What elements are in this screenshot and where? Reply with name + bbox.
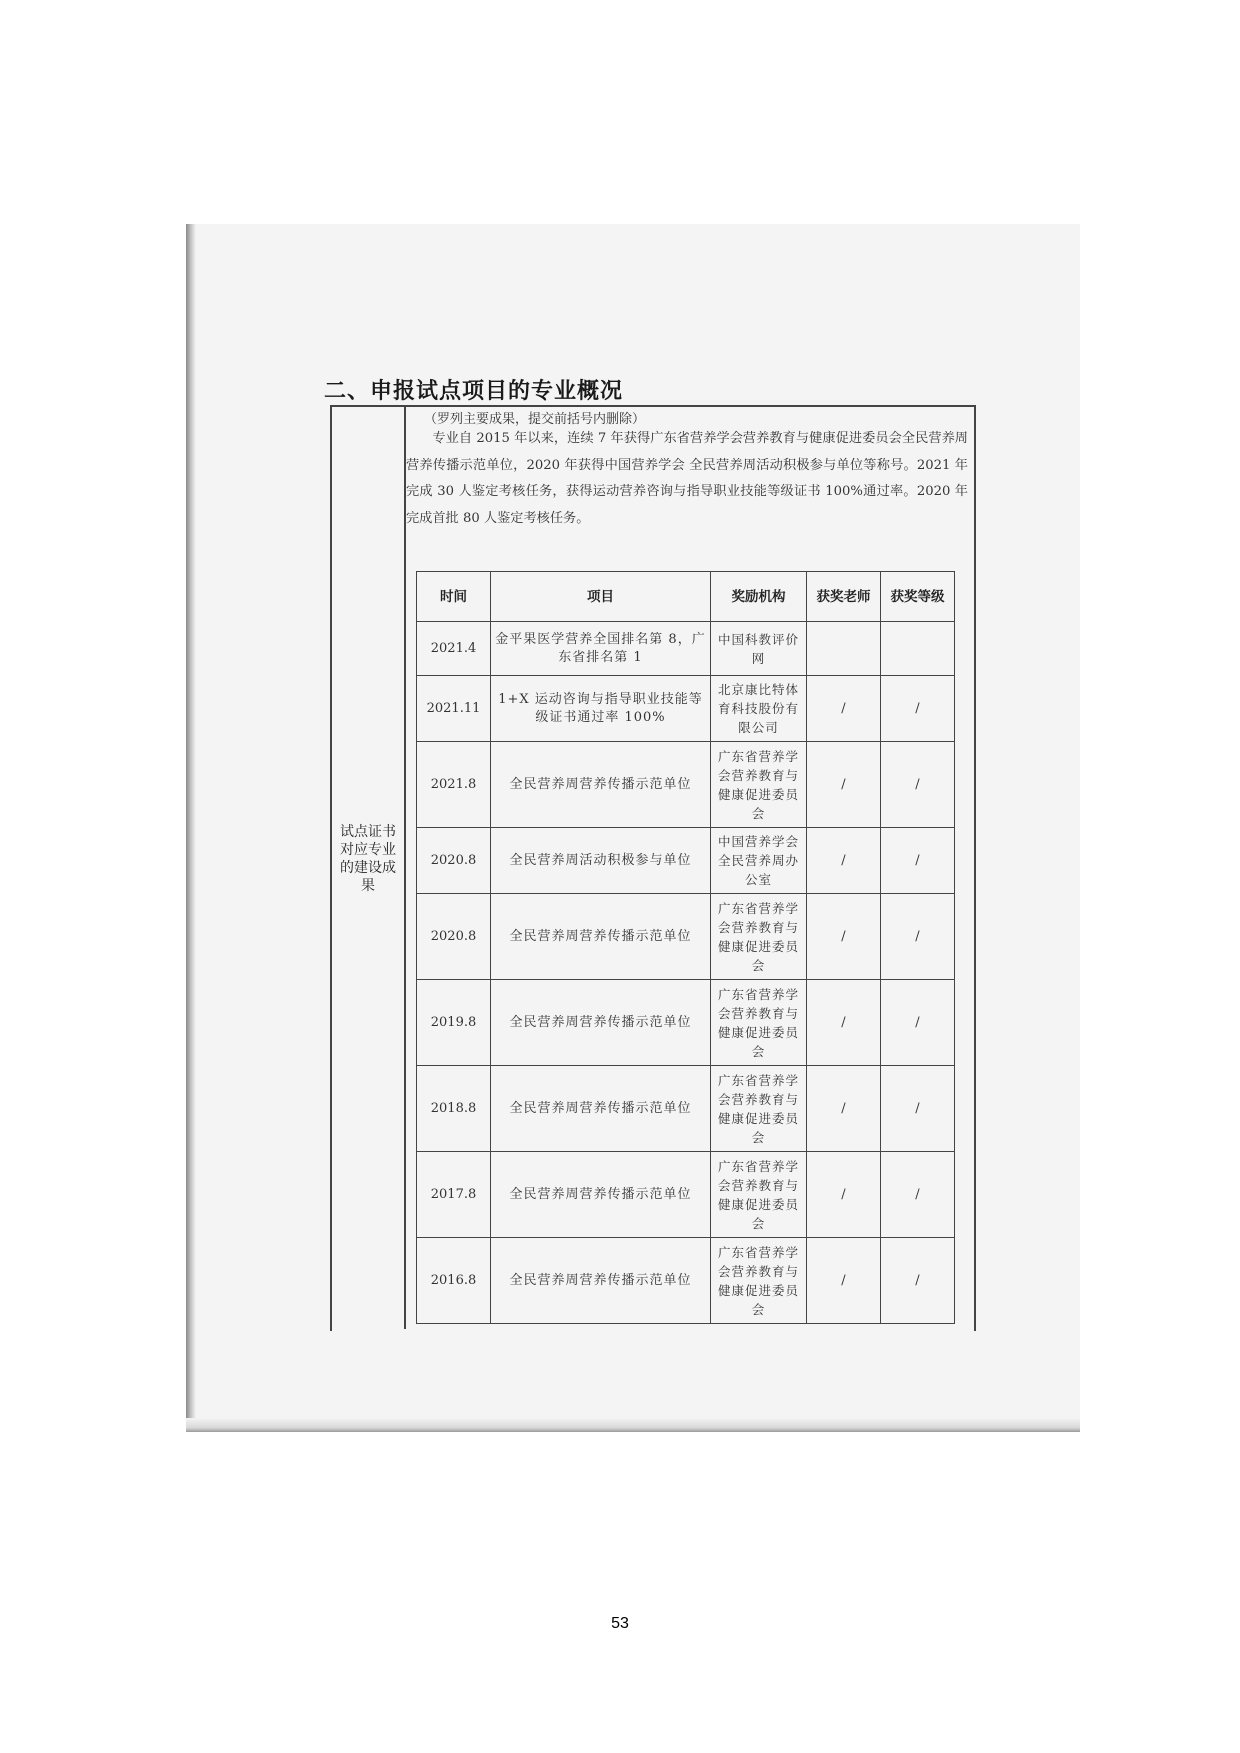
cell-level: / bbox=[881, 828, 955, 894]
table-row bbox=[417, 980, 955, 1066]
cell-project: 全民营养周活动积极参与单位 bbox=[491, 828, 711, 894]
intro-paragraph bbox=[406, 426, 968, 532]
cell-time: 2021.4 bbox=[417, 622, 491, 676]
cell-time: 2020.8 bbox=[417, 828, 491, 894]
cell-project: 金平果医学营养全国排名第 8，广东省排名第 1 bbox=[491, 622, 711, 676]
cell-level: / bbox=[881, 980, 955, 1066]
table-header-row bbox=[417, 572, 955, 622]
scan-shadow-bottom bbox=[186, 1418, 1080, 1432]
cell-org: 广东省营养学会营养教育与健康促进委员会 bbox=[711, 742, 807, 828]
page-number: 53 bbox=[611, 1615, 629, 1632]
cell-teacher: / bbox=[807, 1152, 881, 1238]
cell-teacher: / bbox=[807, 980, 881, 1066]
cell-project: 全民营养周营养传播示范单位 bbox=[491, 980, 711, 1066]
table-row bbox=[417, 828, 955, 894]
cell-time: 2016.8 bbox=[417, 1238, 491, 1324]
header-project: 项目 bbox=[491, 572, 711, 622]
cell-time: 2018.8 bbox=[417, 1066, 491, 1152]
header-teacher: 获奖老师 bbox=[807, 572, 881, 622]
table-row bbox=[417, 676, 955, 742]
cell-org: 中国营养学会全民营养周办公室 bbox=[711, 828, 807, 894]
table-row bbox=[417, 1066, 955, 1152]
cell-org: 中国科教评价网 bbox=[711, 622, 807, 676]
cell-org: 广东省营养学会营养教育与健康促进委员会 bbox=[711, 1152, 807, 1238]
table-row bbox=[417, 622, 955, 676]
header-level: 获奖等级 bbox=[881, 572, 955, 622]
cell-teacher: / bbox=[807, 676, 881, 742]
cell-level bbox=[881, 622, 955, 676]
cell-teacher bbox=[807, 622, 881, 676]
cell-level: / bbox=[881, 894, 955, 980]
cell-project: 全民营养周营养传播示范单位 bbox=[491, 894, 711, 980]
cell-org: 广东省营养学会营养教育与健康促进委员会 bbox=[711, 894, 807, 980]
awards-table bbox=[416, 571, 955, 1324]
cell-level: / bbox=[881, 1066, 955, 1152]
cell-time: 2019.8 bbox=[417, 980, 491, 1066]
cell-teacher: / bbox=[807, 1238, 881, 1324]
cell-teacher: / bbox=[807, 742, 881, 828]
cell-level: / bbox=[881, 676, 955, 742]
form-column-divider bbox=[404, 405, 406, 1329]
table-row bbox=[417, 894, 955, 980]
cell-level: / bbox=[881, 742, 955, 828]
cell-time: 2021.11 bbox=[417, 676, 491, 742]
cell-org: 广东省营养学会营养教育与健康促进委员会 bbox=[711, 1066, 807, 1152]
cell-project: 全民营养周营养传播示范单位 bbox=[491, 1238, 711, 1324]
intro-text: 专业自 2015 年以来，连续 7 年获得广东省营养学会营养教育与健康促进委员会全民营养周营养传播示范单位，2020 年获得中国营养学会 全民营养周活动积极参与单位等称号。2021 年完成 30 人鉴定考核任务，获得运动营养咨询与指导职业技能等级证书 100%通过率。2020 年完成首批 80 人鉴定考核任务。 bbox=[406, 431, 968, 526]
cell-time: 2021.8 bbox=[417, 742, 491, 828]
table-row bbox=[417, 1152, 955, 1238]
header-time: 时间 bbox=[417, 572, 491, 622]
cell-level: / bbox=[881, 1152, 955, 1238]
cell-project: 全民营养周营养传播示范单位 bbox=[491, 1152, 711, 1238]
cell-time: 2020.8 bbox=[417, 894, 491, 980]
cell-project: 全民营养周营养传播示范单位 bbox=[491, 1066, 711, 1152]
instruction-note: （罗列主要成果，提交前括号内删除） bbox=[424, 412, 646, 427]
cell-org: 北京康比特体育科技股份有限公司 bbox=[711, 676, 807, 742]
header-org: 奖励机构 bbox=[711, 572, 807, 622]
cell-org: 广东省营养学会营养教育与健康促进委员会 bbox=[711, 1238, 807, 1324]
section-title: 二、申报试点项目的专业概况 bbox=[324, 379, 624, 404]
scan-shadow-left bbox=[186, 224, 196, 1432]
table-row bbox=[417, 1238, 955, 1324]
cell-level: / bbox=[881, 1238, 955, 1324]
cell-teacher: / bbox=[807, 1066, 881, 1152]
cell-project: 全民营养周营养传播示范单位 bbox=[491, 742, 711, 828]
cell-project: 1+X 运动咨询与指导职业技能等级证书通过率 100% bbox=[491, 676, 711, 742]
table-row bbox=[417, 742, 955, 828]
cell-time: 2017.8 bbox=[417, 1152, 491, 1238]
side-label: 试点证书对应专业的建设成果 bbox=[340, 824, 396, 894]
cell-org: 广东省营养学会营养教育与健康促进委员会 bbox=[711, 980, 807, 1066]
cell-teacher: / bbox=[807, 894, 881, 980]
cell-teacher: / bbox=[807, 828, 881, 894]
